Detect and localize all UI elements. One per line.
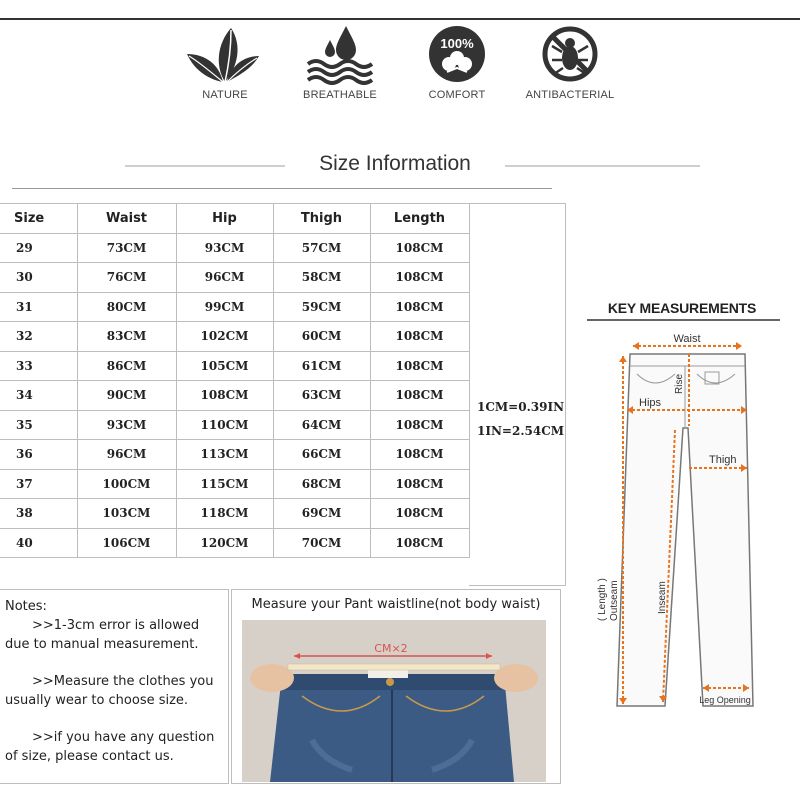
cell-hip: 118CM <box>176 499 273 529</box>
conversion-cm-in: 1CM=0.39IN <box>477 400 565 414</box>
top-border <box>0 18 800 20</box>
table-body <box>0 233 469 558</box>
label-length: ( Length ) <box>597 578 608 621</box>
notes-title: Notes: <box>5 599 47 614</box>
note-item: >>if you have any question of size, please contact us. <box>5 730 215 764</box>
cell-waist: 86CM <box>77 351 176 381</box>
cell-waist: 73CM <box>77 233 176 263</box>
col-header-waist: Waist <box>77 204 176 234</box>
cell-size: 32 <box>0 322 77 352</box>
water-drops-icon <box>300 26 380 86</box>
table-row <box>0 410 469 440</box>
cell-length: 108CM <box>370 292 469 322</box>
table-row <box>0 351 469 381</box>
cell-thigh: 61CM <box>273 351 370 381</box>
cotton-icon <box>417 26 497 86</box>
cell-waist: 106CM <box>77 528 176 558</box>
leaves-icon <box>185 26 265 86</box>
note-item: >>Measure the clothes you usually wear to choose size. <box>5 674 214 708</box>
cell-hip: 120CM <box>176 528 273 558</box>
cell-length: 108CM <box>370 410 469 440</box>
table-row <box>0 233 469 263</box>
waistline-photo <box>242 620 546 782</box>
cell-thigh: 59CM <box>273 292 370 322</box>
cell-size: 40 <box>0 528 77 558</box>
table-header-row <box>0 204 469 234</box>
table-row <box>0 528 469 558</box>
cell-hip: 105CM <box>176 351 273 381</box>
cell-thigh: 66CM <box>273 440 370 470</box>
cell-size: 37 <box>0 469 77 499</box>
cell-thigh: 70CM <box>273 528 370 558</box>
cell-length: 108CM <box>370 469 469 499</box>
pants-diagram <box>585 326 780 711</box>
cell-length: 108CM <box>370 351 469 381</box>
table-row <box>0 322 469 352</box>
cell-thigh: 58CM <box>273 263 370 293</box>
size-table <box>0 203 470 558</box>
cell-length: 108CM <box>370 499 469 529</box>
feature-nature <box>170 26 280 101</box>
cell-hip: 96CM <box>176 263 273 293</box>
table-row <box>0 292 469 322</box>
cell-hip: 110CM <box>176 410 273 440</box>
cell-size: 29 <box>0 233 77 263</box>
notes <box>5 597 227 766</box>
cell-waist: 83CM <box>77 322 176 352</box>
cell-hip: 115CM <box>176 469 273 499</box>
cell-length: 108CM <box>370 322 469 352</box>
cell-waist: 100CM <box>77 469 176 499</box>
cell-size: 30 <box>0 263 77 293</box>
conversion-box <box>469 203 566 586</box>
cell-thigh: 60CM <box>273 322 370 352</box>
cell-hip: 102CM <box>176 322 273 352</box>
cell-size: 35 <box>0 410 77 440</box>
feature-breathable <box>285 26 395 101</box>
title-rule-left <box>125 165 285 167</box>
feature-label: COMFORT <box>428 89 486 101</box>
tape-label: CM×2 <box>374 642 408 655</box>
title-underline <box>12 188 552 189</box>
key-measurements-title: KEY MEASUREMENTS <box>607 300 757 316</box>
section-title: Size Information <box>319 152 471 175</box>
label-thigh: Thigh <box>709 454 737 466</box>
note-item: >>1-3cm error is allowed due to manual measurement. <box>5 618 200 652</box>
label-outseam: Outseam <box>609 580 620 621</box>
cotton-badge: 100% <box>440 36 474 51</box>
label-waist: Waist <box>673 333 701 345</box>
cell-size: 36 <box>0 440 77 470</box>
cell-waist: 90CM <box>77 381 176 411</box>
conversion-in-cm: 1IN=2.54CM <box>477 424 565 438</box>
feature-comfort <box>402 26 512 101</box>
cell-hip: 113CM <box>176 440 273 470</box>
table-row <box>0 499 469 529</box>
no-bug-icon <box>530 26 610 86</box>
table-row <box>0 381 469 411</box>
table-row <box>0 469 469 499</box>
label-hips: Hips <box>639 397 662 409</box>
feature-icons <box>170 26 640 106</box>
feature-antibacterial <box>515 26 625 101</box>
feature-label: NATURE <box>202 89 248 101</box>
cell-waist: 93CM <box>77 410 176 440</box>
cell-size: 31 <box>0 292 77 322</box>
feature-label: ANTIBACTERIAL <box>525 89 615 101</box>
cell-hip: 108CM <box>176 381 273 411</box>
cell-size: 33 <box>0 351 77 381</box>
col-header-hip: Hip <box>176 204 273 234</box>
cell-length: 108CM <box>370 263 469 293</box>
key-measurements-underline <box>587 319 780 321</box>
col-header-thigh: Thigh <box>273 204 370 234</box>
cell-waist: 76CM <box>77 263 176 293</box>
cell-length: 108CM <box>370 440 469 470</box>
cell-thigh: 57CM <box>273 233 370 263</box>
cell-length: 108CM <box>370 233 469 263</box>
title-rule-right <box>505 165 700 167</box>
section-header <box>0 148 800 184</box>
cell-thigh: 64CM <box>273 410 370 440</box>
cell-length: 108CM <box>370 528 469 558</box>
cell-hip: 99CM <box>176 292 273 322</box>
table-row <box>0 440 469 470</box>
cell-size: 34 <box>0 381 77 411</box>
cell-hip: 93CM <box>176 233 273 263</box>
label-rise: Rise <box>674 373 685 394</box>
table-row <box>0 263 469 293</box>
label-inseam: Inseam <box>657 581 668 614</box>
cell-waist: 103CM <box>77 499 176 529</box>
cell-thigh: 63CM <box>273 381 370 411</box>
cell-waist: 96CM <box>77 440 176 470</box>
cell-thigh: 69CM <box>273 499 370 529</box>
cell-length: 108CM <box>370 381 469 411</box>
cell-size: 38 <box>0 499 77 529</box>
feature-label: BREATHABLE <box>303 89 377 101</box>
label-leg-opening: Leg Opening <box>699 695 751 705</box>
col-header-size: Size <box>0 204 77 234</box>
cell-thigh: 68CM <box>273 469 370 499</box>
cell-waist: 80CM <box>77 292 176 322</box>
measure-title: Measure your Pant waistline(not body waist) <box>251 597 541 612</box>
col-header-length: Length <box>370 204 469 234</box>
